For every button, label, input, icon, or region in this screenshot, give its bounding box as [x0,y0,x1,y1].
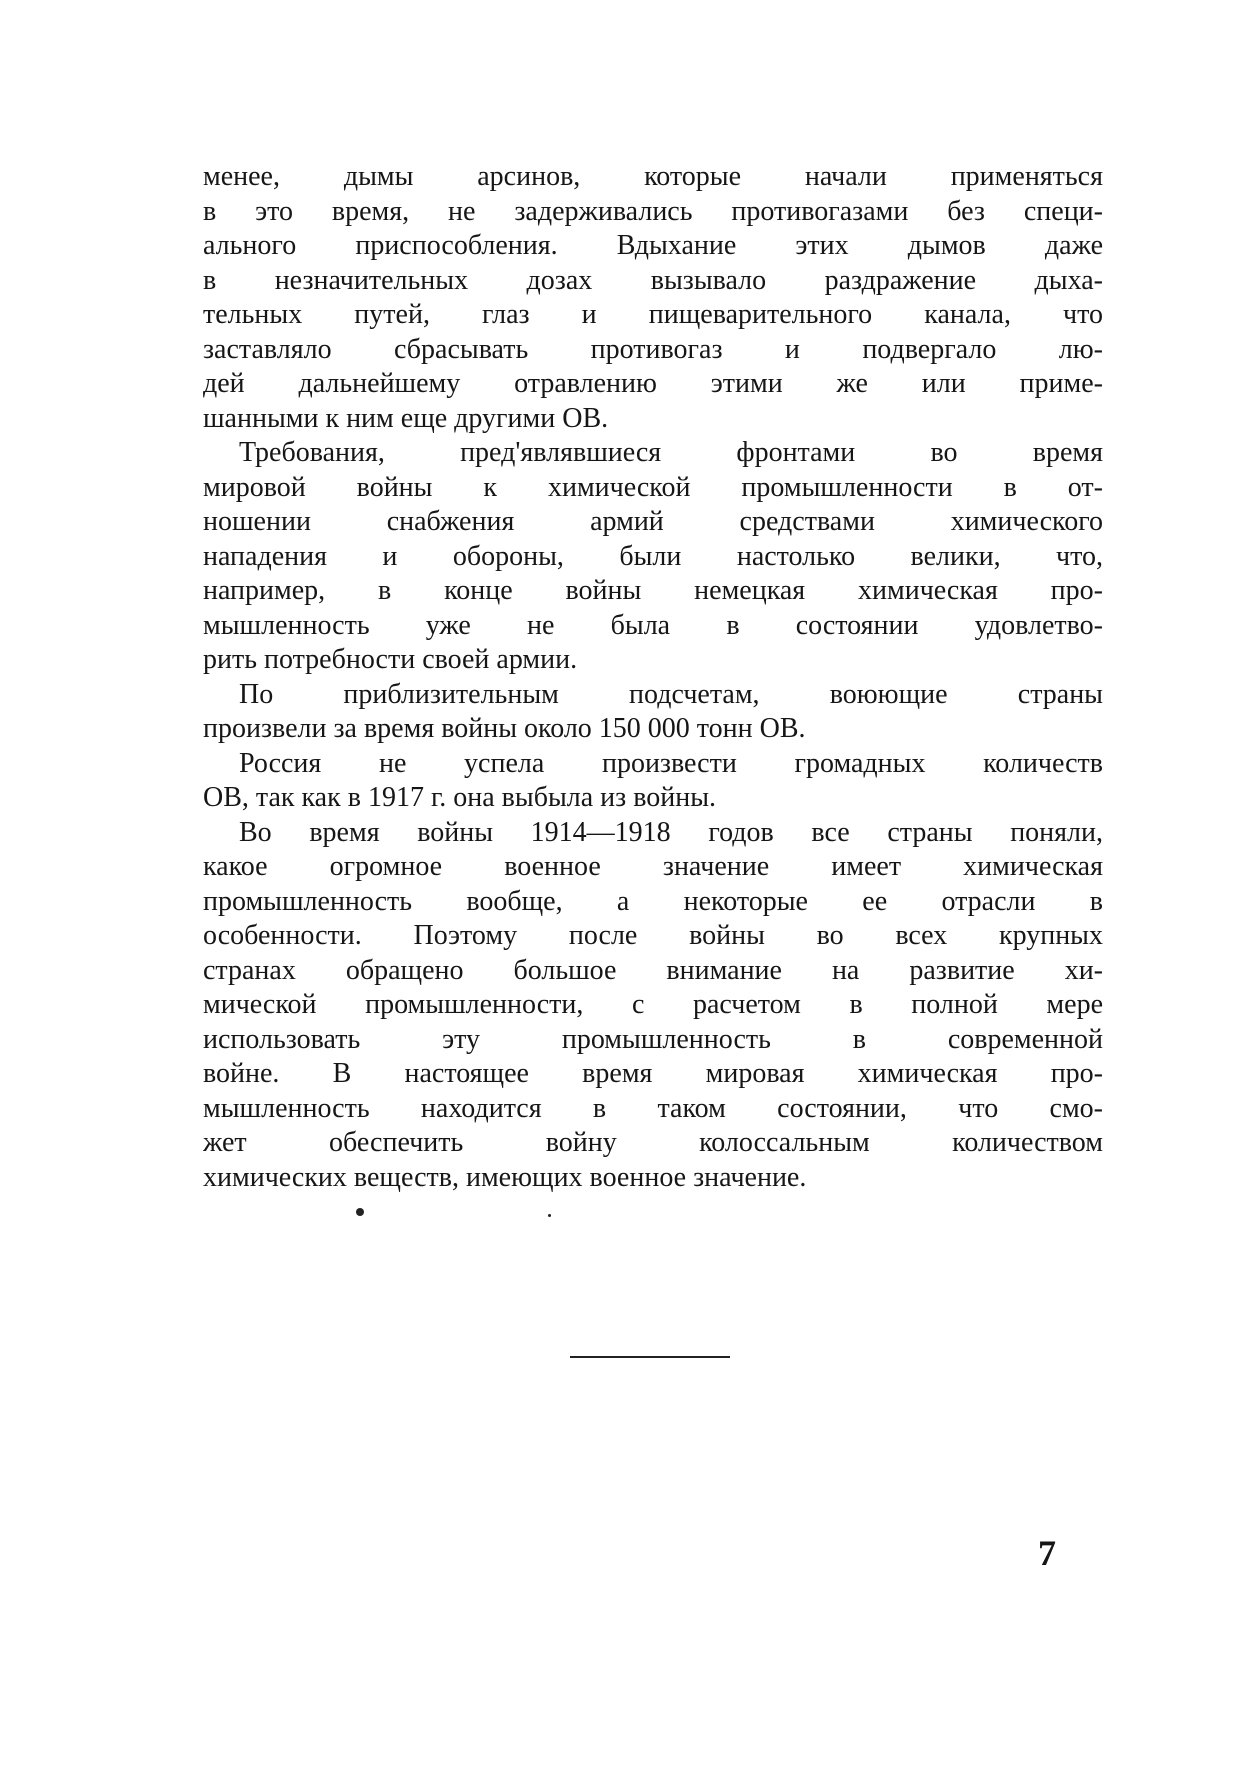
text-line: менее, дымы арсинов, которые начали применяться [203,161,1103,192]
paragraph-3 [203,678,1103,747]
text-line: использовать эту промышленность в современной [203,1023,1103,1055]
paragraph-5 [203,816,1103,1196]
text-line: мической промышленности, с расчетом в полной мере [203,989,1103,1020]
paragraph-4 [203,747,1103,816]
text-line: жет обеспечить войну колоссальным количеством [203,1127,1103,1158]
text-line: химических веществ, имеющих военное значение. [203,1161,807,1193]
text-line: особенности. Поэтому после войны во всех крупных [203,920,1103,951]
paragraph-2 [203,436,1103,678]
section-divider [570,1356,730,1358]
text-line: ального приспособления. Вдыхание этих дымов даже [203,230,1103,261]
ink-speck [548,1214,551,1217]
text-line: заставляло сбрасывать противогаз и подвергало лю- [203,333,1103,365]
text-line: войне. В настоящее время мировая химическая про- [203,1058,1103,1089]
text-line: в это время, не задерживались противогазами без специ- [203,195,1103,227]
body-text [203,160,1103,1195]
text-line: дей дальнейшему отравлению этими же или приме- [203,368,1103,399]
text-line: мировой войны к химической промышленности в от- [203,471,1103,503]
text-line: в незначительных дозах вызывало раздражение дыха- [203,264,1103,296]
text-line: странах обращено большое внимание на развитие хи- [203,954,1103,986]
text-line: рить потребности своей армии. [203,644,578,675]
text-line: шанными к ним еще другими ОВ. [203,402,609,434]
text-line: ношении снабжения армий средствами химического [203,506,1103,537]
paragraph-1 [203,160,1103,436]
text-line: нападения и обороны, были настолько велики, что, [203,540,1103,572]
text-line: По приблизительным подсчетам, воюющие страны [239,678,1103,710]
page-number: 7 [1038,1533,1056,1573]
text-line: мышленность уже не была в состоянии удовлетво- [203,609,1103,641]
text-line: например, в конце войны немецкая химическая про- [203,575,1103,606]
text-line: произвели за время войны около 150 000 тонн ОВ. [203,713,806,744]
text-line: Требования, пред'являвшиеся фронтами во время [239,437,1103,468]
ink-speck [356,1208,364,1216]
text-line: Во время войны 1914—1918 годов все страны поняли, [239,816,1103,848]
text-line: какое огромное военное значение имеет химическая [203,851,1103,882]
text-line: мышленность находится в таком состоянии, что смо- [203,1092,1103,1124]
text-line: тельных путей, глаз и пищеварительного канала, что [203,299,1103,330]
text-line: Россия не успела произвести громадных количеств [239,747,1103,779]
text-line: ОВ, так как в 1917 г. она выбыла из войны. [203,782,717,813]
text-line: промышленность вообще, а некоторые ее отрасли в [203,885,1103,917]
